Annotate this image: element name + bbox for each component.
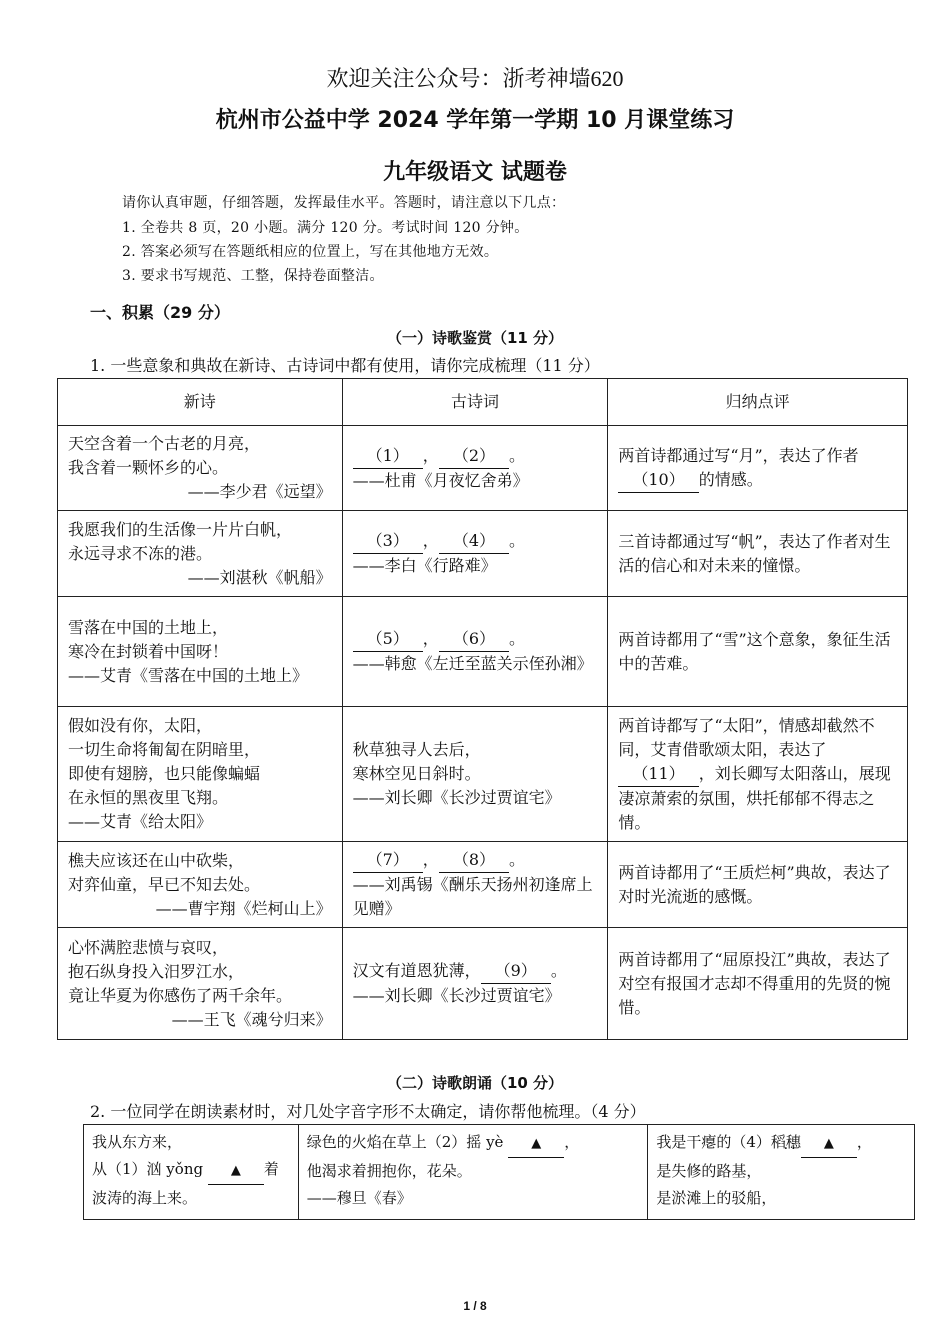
old-poem-cell: （3） ， （4） 。 ——李白《行路难》 <box>342 511 608 597</box>
notice-intro: 请你认真审题，仔细答题，发挥最佳水平。答题时，请注意以下几点： <box>122 195 566 211</box>
table-row <box>84 1125 915 1220</box>
poem-line: 雪落在中国的土地上， <box>68 617 229 637</box>
recitation-cell: 我是干瘪的（4）稻穗 ▲ ， 是失修的路基， 是淤滩上的驳船， <box>648 1125 915 1220</box>
old-poem-cell <box>342 707 608 842</box>
table-row <box>58 707 908 842</box>
poem-source: ——曹宇翔《烂柯山上》 <box>155 898 332 918</box>
poem-line: 寒冷在封锁着中国呀！ <box>68 641 229 661</box>
comment-cell: 三首诗都通过写“帆”，表达了作者对生活的信心和对未来的憧憬。 <box>608 511 908 597</box>
table-row <box>58 426 908 511</box>
new-poem-cell <box>58 597 343 707</box>
new-poem-cell <box>58 707 343 842</box>
poem-source: ——李白《行路难》 <box>352 556 497 575</box>
poem-line: 秋草独寻人去后， <box>352 740 481 759</box>
recitation-table <box>83 1124 915 1220</box>
table-row <box>58 511 908 597</box>
poem-line: 对弈仙童，早已不知去处。 <box>68 874 261 894</box>
notice-item-2: 2. 答案必须写在答题纸相应的位置上，写在其他地方无效。 <box>122 244 499 260</box>
poem-line: 抱石纵身投入汨罗江水， <box>68 961 245 981</box>
question-2: 2. 一位同学在朗读素材时，对几处字音字形不太确定，请你帮他梳理。（4 分） <box>90 1102 646 1121</box>
comment-cell: 两首诗都用了“雪”这个意象，象征生活中的苦难。 <box>608 597 908 707</box>
poem-source: ——刘禹锡《酬乐天扬州初逢席上见赠》 <box>352 875 593 918</box>
poem-line: 一切生命将匍匐在阴暗里， <box>68 740 261 759</box>
part1-heading: （一）诗歌鉴赏（11 分） <box>386 329 564 347</box>
poem-source: ——刘湛秋《帆船》 <box>187 567 332 587</box>
recitation-cell: 我从东方来， 从（1）汹 yǒng ▲ 着 波涛的海上来。 <box>84 1125 299 1220</box>
part2-heading: （二）诗歌朗诵（10 分） <box>386 1074 564 1092</box>
answer-blank[interactable]: （10） <box>618 468 698 493</box>
answer-blank[interactable]: （5） <box>353 627 423 652</box>
wechat-banner: 欢迎关注公众号：浙考神墙620 <box>326 66 624 91</box>
new-poem-cell <box>58 842 343 928</box>
answer-blank[interactable]: （3） <box>353 529 423 554</box>
answer-blank[interactable]: ▲ <box>801 1130 857 1158</box>
old-poem-cell: （5） ， （6） 。 ——韩愈《左迁至蓝关示侄孙湘》 <box>342 597 608 707</box>
column-header: 归纳点评 <box>608 379 908 426</box>
poem-source: ——李少君《远望》 <box>187 482 332 501</box>
section-heading: 一、积累（29 分） <box>90 303 230 322</box>
poem-table <box>57 378 908 1040</box>
exam-subtitle: 九年级语文 试题卷 <box>383 160 567 185</box>
answer-blank[interactable]: （1） <box>353 444 423 469</box>
new-poem-cell <box>58 511 343 597</box>
poem-line: 永远寻求不冻的港。 <box>68 543 213 563</box>
poem-source: ——杜甫《月夜忆舍弟》 <box>352 470 529 490</box>
table-row <box>58 842 908 928</box>
answer-blank[interactable]: ▲ <box>508 1130 564 1158</box>
comment-cell: 两首诗都通过写“月”，表达了作者（10） 的情感。 <box>608 426 908 511</box>
answer-blank[interactable]: （7） <box>353 848 423 873</box>
page-number: 1 / 8 <box>463 1299 487 1313</box>
poem-line: 心怀满腔悲愤与哀叹， <box>68 937 229 957</box>
question-1: 1. 一些意象和典故在新诗、古诗词中都有使用，请你完成梳理（11 分） <box>90 356 600 375</box>
old-poem-cell: （1） ， （2） 。 ——杜甫《月夜忆舍弟》 <box>342 426 608 511</box>
answer-blank[interactable]: （4） <box>439 529 509 554</box>
poem-line: 在永恒的黑夜里飞翔。 <box>68 788 229 807</box>
notice-item-3: 3. 要求书写规范、工整，保持卷面整洁。 <box>122 268 384 284</box>
answer-blank[interactable]: （9） <box>481 959 551 984</box>
poem-source: ——艾青《雪落在中国的土地上》 <box>68 665 309 685</box>
answer-blank[interactable]: （6） <box>439 627 509 652</box>
comment-cell: 两首诗都写了“太阳”，情感却截然不同，艾青借歌颂太阳，表达了（11） ，刘长卿写太阳落山，展现凄凉萧索的氛围，烘托郁郁不得志之情。 <box>608 707 908 842</box>
poem-source: ——刘长卿《长沙过贾谊宅》 <box>352 788 561 807</box>
answer-blank[interactable]: （2） <box>439 444 509 469</box>
poem-line: 我愿我们的生活像一片片白帆， <box>68 519 293 539</box>
poem-line: 天空含着一个古老的月亮， <box>68 434 261 453</box>
new-poem-cell <box>58 928 343 1040</box>
poem-line: 樵夫应该还在山中砍柴， <box>68 850 245 870</box>
poem-source: ——刘长卿《长沙过贾谊宅》 <box>352 986 561 1005</box>
comment-cell: 两首诗都用了“王质烂柯”典故，表达了对时光流逝的感慨。 <box>608 842 908 928</box>
answer-blank[interactable]: ▲ <box>208 1157 264 1185</box>
poem-source: ——艾青《给太阳》 <box>68 812 213 831</box>
table-row <box>58 597 908 707</box>
column-header: 古诗词 <box>342 379 608 426</box>
answer-blank[interactable]: （8） <box>439 848 509 873</box>
table-header-row <box>58 379 908 426</box>
poem-line: 即使有翅膀，也只能像蝙蝠 <box>68 764 261 783</box>
old-poem-cell: （7） ， （8） 。 ——刘禹锡《酬乐天扬州初逢席上见赠》 <box>342 842 608 928</box>
table-row <box>58 928 908 1040</box>
answer-blank[interactable]: （11） <box>618 762 698 787</box>
poem-line: 我含着一颗怀乡的心。 <box>68 458 229 477</box>
exam-title: 杭州市公益中学 2024 学年第一学期 10 月课堂练习 <box>215 108 735 133</box>
poem-source: ——王飞《魂兮归来》 <box>171 1009 332 1029</box>
poem-source: ——韩愈《左迁至蓝关示侄孙湘》 <box>352 654 593 673</box>
poem-line: 竟让华夏为你感伤了两千余年。 <box>68 985 293 1005</box>
old-poem-cell: 汉文有道恩犹薄， （9） 。 ——刘长卿《长沙过贾谊宅》 <box>342 928 608 1040</box>
column-header: 新诗 <box>58 379 343 426</box>
comment-cell: 两首诗都用了“屈原投江”典故，表达了对空有报国才志却不得重用的先贤的惋惜。 <box>608 928 908 1040</box>
new-poem-cell <box>58 426 343 511</box>
notice-item-1: 1. 全卷共 8 页，20 小题。满分 120 分。考试时间 120 分钟。 <box>122 220 529 236</box>
poem-line: 寒林空见日斜时。 <box>352 764 481 783</box>
recitation-cell: 绿色的火焰在草上（2）摇 yè ▲ ， 他渴求着拥抱你，花朵。 ——穆旦《春》 <box>298 1125 648 1220</box>
poem-line: 假如没有你，太阳， <box>68 716 213 735</box>
